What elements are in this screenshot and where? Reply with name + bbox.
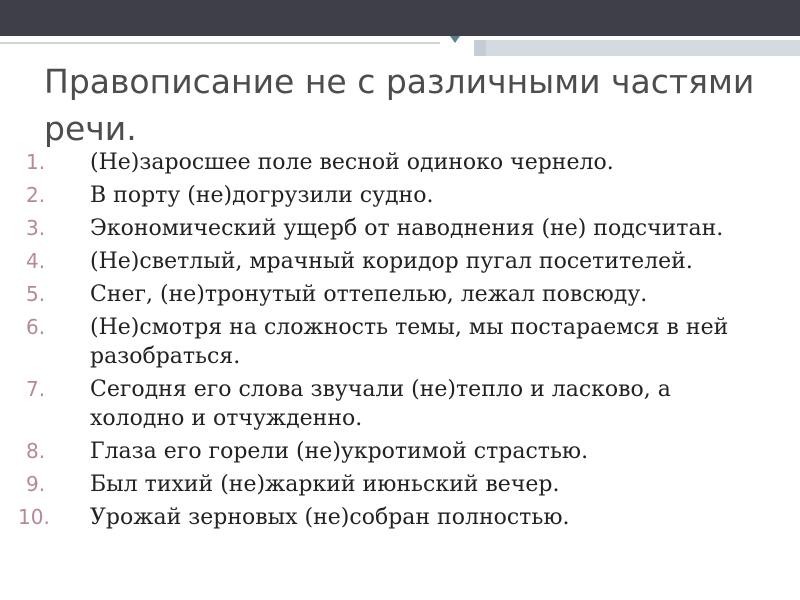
accent-bar	[474, 40, 800, 56]
item-number: 6.	[26, 315, 46, 339]
item-number: 3.	[26, 216, 46, 240]
slide-title: Правописание не с различными частями речи.	[44, 62, 755, 148]
item-number: 8.	[26, 439, 46, 463]
item-number: 5.	[26, 282, 46, 306]
item-text: (Не)заросшее поле весной одиноко чернело.	[90, 150, 614, 175]
list-item	[18, 503, 766, 532]
list-item	[26, 214, 766, 243]
item-text: (Не)светлый, мрачный коридор пугал посетителей.	[90, 249, 693, 274]
list-item	[26, 375, 766, 433]
sentence-list	[18, 148, 766, 536]
item-text: Глаза его горели (не)укротимой страстью.	[90, 439, 589, 464]
item-text: (Не)смотря на сложность темы, мы постараемся в ней разобраться.	[90, 315, 729, 369]
list-item	[26, 313, 766, 371]
header-bar	[0, 0, 800, 36]
item-text: Сегодня его слова звучали (не)тепло и ласково, а холодно и отчужденно.	[90, 377, 671, 431]
item-text: В порту (не)догрузили судно.	[90, 183, 434, 208]
item-number: 2.	[26, 183, 46, 207]
corner-marker-icon	[450, 36, 460, 43]
list-item	[26, 280, 766, 309]
item-number: 4.	[26, 249, 46, 273]
list-item	[26, 437, 766, 466]
item-text: Был тихий (не)жаркий июньский вечер.	[90, 472, 560, 497]
list-item	[26, 470, 766, 499]
accent-bar-cap	[474, 40, 486, 56]
item-number: 1.	[26, 150, 46, 174]
accent-line	[0, 42, 440, 44]
item-text: Экономический ущерб от наводнения (не) подсчитан.	[90, 216, 724, 241]
list-item	[26, 181, 766, 210]
item-text: Снег, (не)тронутый оттепелью, лежал повсюду.	[90, 282, 648, 307]
item-number: 9.	[26, 472, 46, 496]
item-text: Урожай зерновых (не)собран полностью.	[90, 505, 570, 530]
list-item	[26, 247, 766, 276]
item-number: 10.	[18, 505, 50, 529]
item-number: 7.	[26, 377, 46, 401]
list-item	[26, 148, 766, 177]
